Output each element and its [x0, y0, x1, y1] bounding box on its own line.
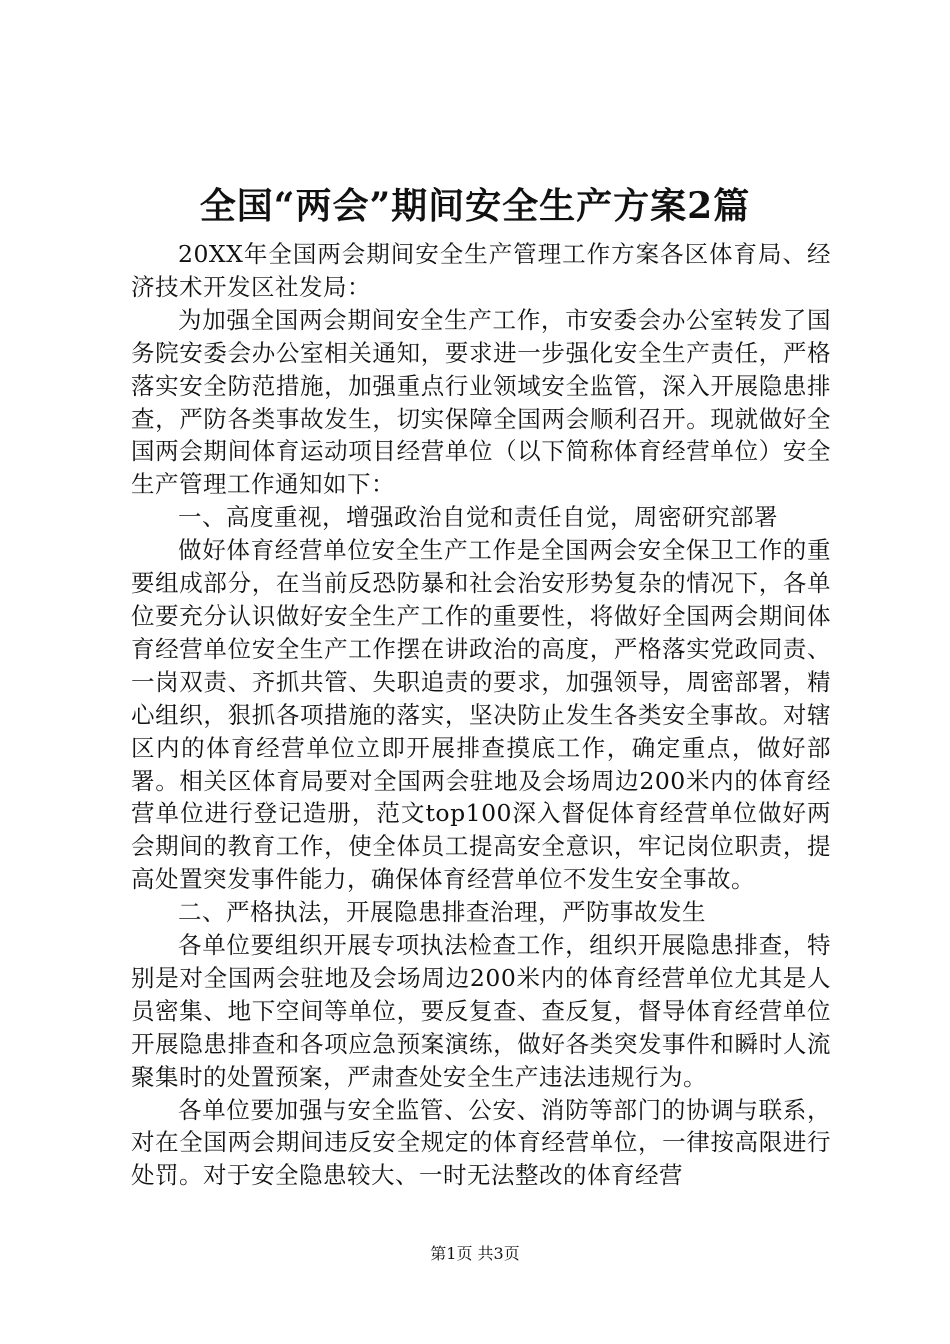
- section-heading-2: 二、严格执法，开展隐患排查治理，严防事故发生: [178, 898, 706, 927]
- document-title: 全国“两会”期间安全生产方案2篇: [199, 185, 751, 227]
- paragraph-salutation: 20XX年全国两会期间安全生产管理工作方案各区体育局、经济技术开发区社发局：: [131, 240, 831, 301]
- section-heading-1: 一、高度重视，增强政治自觉和责任自觉，周密研究部署: [178, 503, 778, 532]
- document-body: [131, 238, 831, 1192]
- paragraph-intro: 为加强全国两会期间安全生产工作，市安委会办公室转发了国务院安委会办公室相关通知，要求进一步强化安全生产责任，严格落实安全防范措施，加强重点行业领域安全监管，深入开展隐患排查，严防各类事故发生，切实保障全国两会顺利召开。现就做好全国两会期间体育运动项目经营单位（以下简称体育经营单位）安全生产管理工作通知如下：: [131, 305, 831, 499]
- paragraph-section-2b: 各单位要加强与安全监管、公安、消防等部门的协调与联系，对在全国两会期间违反安全规定的体育经营单位，一律按高限进行处罚。对于安全隐患较大、一时无法整改的体育经营: [131, 1095, 831, 1190]
- paragraph-section-2a: 各单位要组织开展专项执法检查工作，组织开展隐患排查，特别是对全国两会驻地及会场周边200米内的体育经营单位尤其是人员密集、地下空间等单位，要反复查、查反复，督导体育经营单位开展隐患排查和各项应急预案演练，做好各类突发事件和瞬时人流聚集时的处置预案，严肃查处安全生产违法违规行为。: [131, 931, 831, 1091]
- page-footer: 第1页 共3页: [430, 1244, 520, 1263]
- paragraph-section-1: 做好体育经营单位安全生产工作是全国两会安全保卫工作的重要组成部分，在当前反恐防暴和社会治安形势复杂的情况下，各单位要充分认识做好安全生产工作的重要性，将做好全国两会期间体育经营单位安全生产工作摆在讲政治的高度，严格落实党政同责、一岗双责、齐抓共管、失职追责的要求，加强领导，周密部署，精心组织，狠抓各项措施的落实，坚决防止发生各类安全事故。对辖区内的体育经营单位立即开展排查摸底工作，确定重点，做好部署。相关区体育局要对全国两会驻地及会场周边200米内的体育经营单位进行登记造册，范文top100深入督促体育经营单位做好两会期间的教育工作，使全体员工提高安全意识，牢记岗位职责，提高处置突发事件能力，确保体育经营单位不发生安全事故。: [131, 536, 831, 894]
